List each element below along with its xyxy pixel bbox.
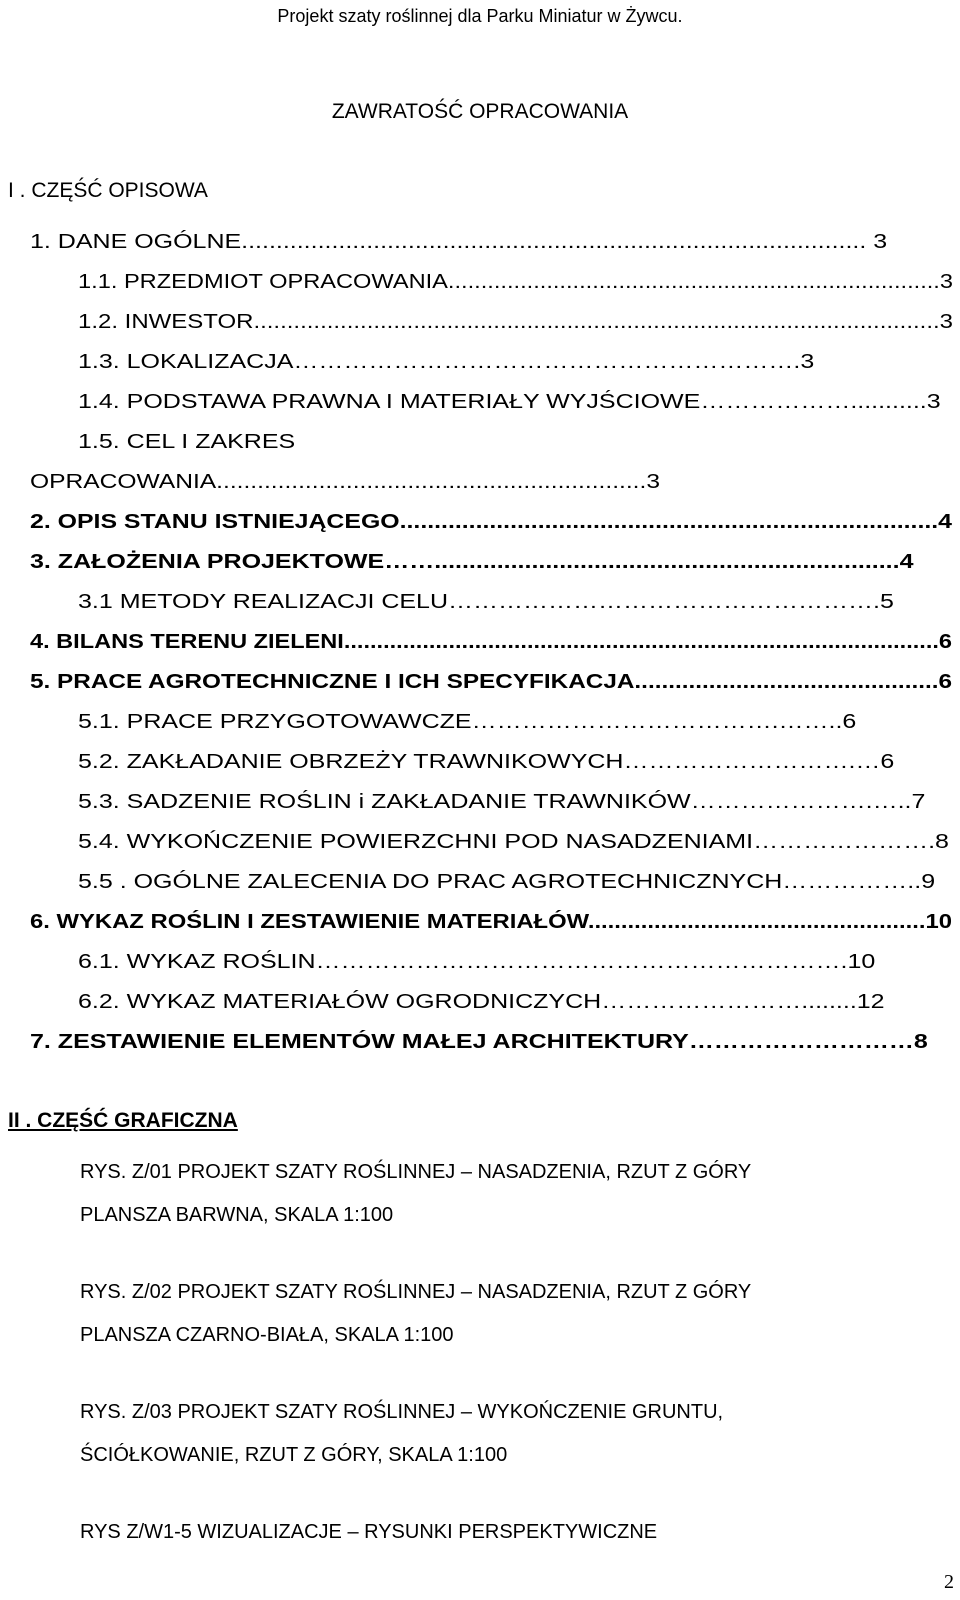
toc-entry[interactable] — [0, 950, 960, 990]
toc-entry-text: 6. WYKAZ ROŚLIN I ZESTAWIENIE MATERIAŁÓW...................................................10 — [30, 911, 952, 933]
running-header: Projekt szaty roślinnej dla Parku Miniatur w Żywcu. — [277, 6, 683, 26]
toc-entry-text: 5.3. SADZENIE ROŚLIN i ZAKŁADANIE TRAWNIKÓW………………….…..7 — [78, 791, 926, 813]
toc-entry-text: 3.1 METODY REALIZACJI CELU…………………………………………….5 — [78, 591, 894, 613]
toc-entry[interactable] — [0, 790, 960, 830]
toc-entry-text: 1.3. LOKALIZACJA…………………………………………………….3 — [78, 351, 815, 373]
toc-entry[interactable] — [0, 510, 960, 550]
toc-entry[interactable] — [0, 630, 960, 670]
toc-entry[interactable] — [0, 470, 960, 510]
toc-entry-text: 1.2. INWESTOR.......................................................................................................3 — [78, 311, 953, 333]
toc-entry[interactable] — [0, 750, 960, 790]
toc-entry-text: 7. ZESTAWIENIE ELEMENTÓW MAŁEJ ARCHITEKTURY………………………8 — [30, 1031, 928, 1053]
toc-entry[interactable] — [0, 670, 960, 710]
toc-entry-text: 1.5. CEL I ZAKRES — [78, 431, 296, 453]
toc-entry[interactable] — [0, 910, 960, 950]
toc-entry[interactable] — [0, 550, 960, 590]
page-title: ZAWRATOŚĆ OPRACOWANIA — [331, 100, 629, 123]
toc-entry[interactable] — [0, 830, 960, 870]
toc-entry[interactable] — [0, 990, 960, 1030]
toc-entry[interactable] — [0, 870, 960, 910]
toc-entry[interactable] — [0, 310, 960, 350]
toc-entry-text: 5.5 . OGÓLNE ZALECENIA DO PRAC AGROTECHNICZNYCH……………..9 — [78, 871, 936, 893]
drawing-entry-visualizations: RYS Z/W1-5 WIZUALIZACJE – RYSUNKI PERSPEKTYWICZNE — [80, 1521, 658, 1543]
toc-entry-text: 1.4. PODSTAWA PRAWNA I MATERIAŁY WYJŚCIOWE………………...........3 — [78, 391, 941, 413]
drawing-entry-z02-line1: RYS. Z/02 PROJEKT SZATY ROŚLINNEJ – NASADZENIA, RZUT Z GÓRY — [80, 1281, 752, 1303]
toc-entry-text: 2. OPIS STANU ISTNIEJĄCEGO..............................................................................4 — [30, 511, 952, 533]
toc-entry-text: 4. BILANS TERENU ZIELENI...........................................................................................6 — [30, 631, 953, 653]
toc-entry-text: OPRACOWANIA...............................................................3 — [30, 471, 660, 493]
toc-entry-text: 5.4. WYKOŃCZENIE POWIERZCHNI POD NASADZENIAMI………………….8 — [78, 831, 949, 853]
toc-entry-text: 1. DANE OGÓLNE.......................................................................................... 3 — [30, 231, 888, 253]
drawing-entry-z03-line2: ŚCIÓŁKOWANIE, RZUT Z GÓRY, SKALA 1:100 — [80, 1444, 508, 1466]
toc-entry-text: 6.2. WYKAZ MATERIAŁÓW OGRODNICZYCH……………………........12 — [78, 991, 885, 1013]
toc-entry[interactable] — [0, 390, 960, 430]
page-number: 2 — [944, 1571, 954, 1593]
toc-entry-text: 5.1. PRACE PRZYGOTOWAWCZE……………………………….……..6 — [78, 711, 857, 733]
section-heading-graphic: II . CZĘŚĆ GRAFICZNA — [8, 1109, 238, 1132]
drawing-entry-z03-line1: RYS. Z/03 PROJEKT SZATY ROŚLINNEJ – WYKOŃCZENIE GRUNTU, — [80, 1401, 724, 1423]
section-heading-descriptive: I . CZĘŚĆ OPISOWA — [8, 179, 208, 202]
toc-entry[interactable] — [0, 270, 960, 310]
toc-entry[interactable] — [0, 1030, 960, 1070]
toc-entry-text: 5. PRACE AGROTECHNICZNE I ICH SPECYFIKACJA.............................................6 — [30, 671, 952, 693]
toc-entry-text: 6.1. WYKAZ ROŚLIN……………………………………………………….10 — [78, 951, 876, 973]
toc-entry-text: 5.2. ZAKŁADANIE OBRZEŻY TRAWNIKOWYCH……………………….…6 — [78, 751, 895, 773]
drawing-entry-z01-line2: PLANSZA BARWNA, SKALA 1:100 — [80, 1204, 394, 1226]
toc-entry-text: 3. ZAŁOŻENIA PROJEKTOWE……...................................................................4 — [30, 551, 914, 573]
toc-entry[interactable] — [0, 430, 960, 470]
toc-entry[interactable] — [0, 350, 960, 390]
drawing-entry-z02-line2: PLANSZA CZARNO-BIAŁA, SKALA 1:100 — [80, 1324, 454, 1346]
drawing-entry-z01-line1: RYS. Z/01 PROJEKT SZATY ROŚLINNEJ – NASADZENIA, RZUT Z GÓRY — [80, 1161, 752, 1183]
toc-entry-text: 1.1. PRZEDMIOT OPRACOWANIA...........................................................................3 — [78, 271, 953, 293]
toc-entry[interactable] — [0, 590, 960, 630]
toc-entry[interactable] — [0, 230, 960, 270]
toc-entry[interactable] — [0, 710, 960, 750]
table-of-contents — [0, 230, 960, 1070]
